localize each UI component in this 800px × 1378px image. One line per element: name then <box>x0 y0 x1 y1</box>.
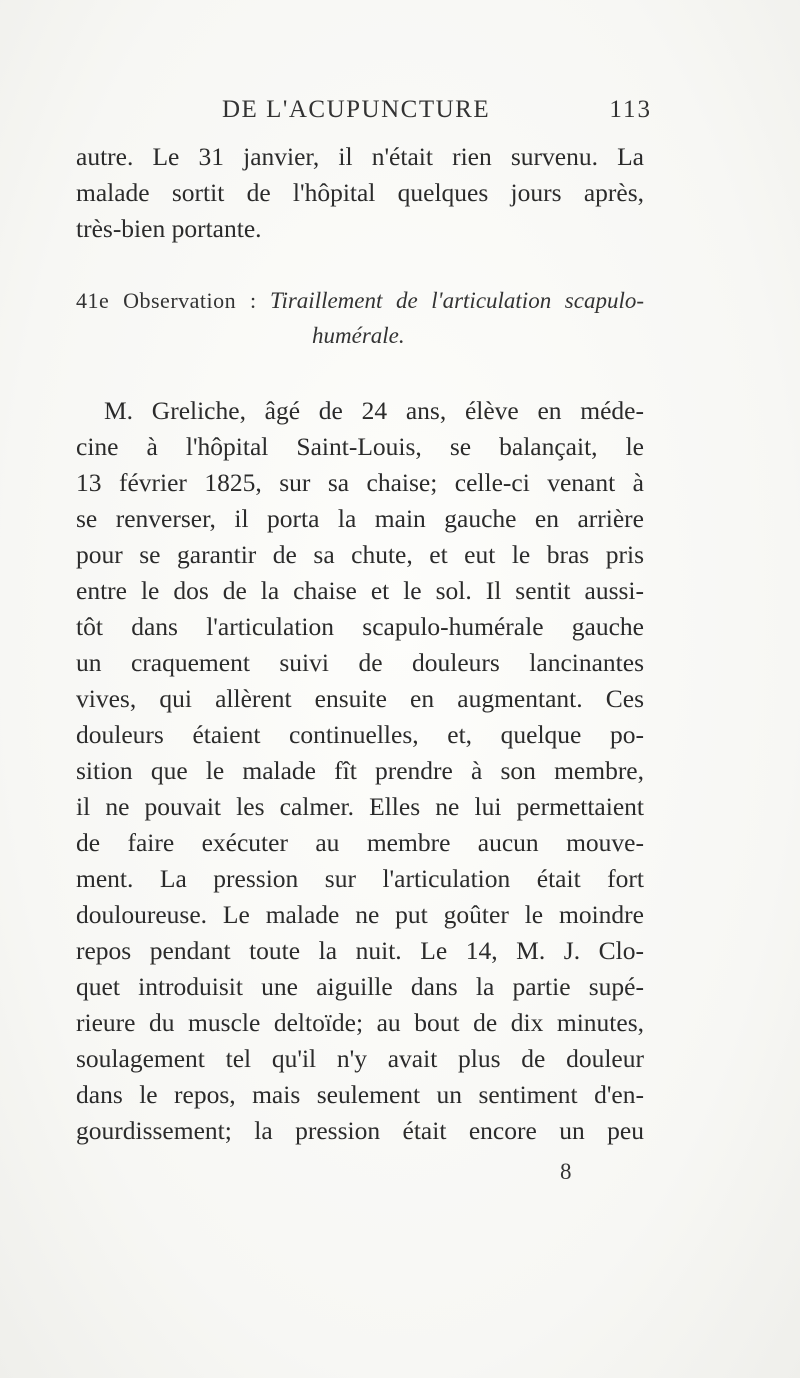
text-line: rieure du muscle deltoïde; au bout de dix minutes, <box>76 1008 644 1037</box>
text-line: un craquement suivi de douleurs lancinantes <box>76 648 644 677</box>
text-line: il ne pouvait les calmer. Elles ne lui permettaient <box>76 792 644 821</box>
observation-title-continuation: humérale. <box>312 323 405 348</box>
text-line: soulagement tel qu'il n'y avait plus de douleur <box>76 1044 644 1073</box>
text-line: de faire exécuter au membre aucun mouve- <box>76 828 644 857</box>
text-line: se renverser, il porta la main gauche en arrière <box>76 504 644 533</box>
text-line: malade sortit de l'hôpital quelques jours après, <box>76 178 644 207</box>
text-line: M. Greliche, âgé de 24 ans, élève en méde- <box>104 396 644 425</box>
text-line: cine à l'hôpital Saint-Louis, se balançait, le <box>76 432 644 461</box>
text-line: gourdissement; la pression était encore un peu <box>76 1116 644 1145</box>
observation-title: Tiraillement de l'articulation scapulo- <box>269 288 644 313</box>
text-line: 13 février 1825, sur sa chaise; celle-ci venant à <box>76 468 644 497</box>
text-line: tôt dans l'articulation scapulo-humérale gauche <box>76 612 644 641</box>
text-line: dans le repos, mais seulement un sentiment d'en- <box>76 1080 644 1109</box>
observation-heading <box>76 283 644 319</box>
text-line: quet introduisit une aiguille dans la partie supé- <box>76 972 644 1001</box>
text-line: très-bien portante. <box>76 214 262 243</box>
text-line: autre. Le 31 janvier, il n'était rien survenu. La <box>76 142 644 171</box>
text-line: sition que le malade fît prendre à son membre, <box>76 756 644 785</box>
running-title: DE L'ACUPUNCTURE <box>222 96 491 123</box>
page-header <box>222 96 652 132</box>
text-line: repos pendant toute la nuit. Le 14, M. J. Clo- <box>76 936 644 965</box>
text-line: ment. La pression sur l'articulation était fort <box>76 864 644 893</box>
page-number: 113 <box>609 96 652 123</box>
observation-label: 41e Observation : <box>76 288 257 313</box>
text-line: douloureuse. Le malade ne put goûter le moindre <box>76 900 644 929</box>
text-line: entre le dos de la chaise et le sol. Il sentit aussi- <box>76 576 644 605</box>
text-line: douleurs étaient continuelles, et, quelque po- <box>76 720 644 749</box>
text-line: vives, qui allèrent ensuite en augmentant. Ces <box>76 684 644 713</box>
text-line: pour se garantir de sa chute, et eut le bras pris <box>76 540 644 569</box>
signature-mark: 8 <box>560 1159 572 1184</box>
